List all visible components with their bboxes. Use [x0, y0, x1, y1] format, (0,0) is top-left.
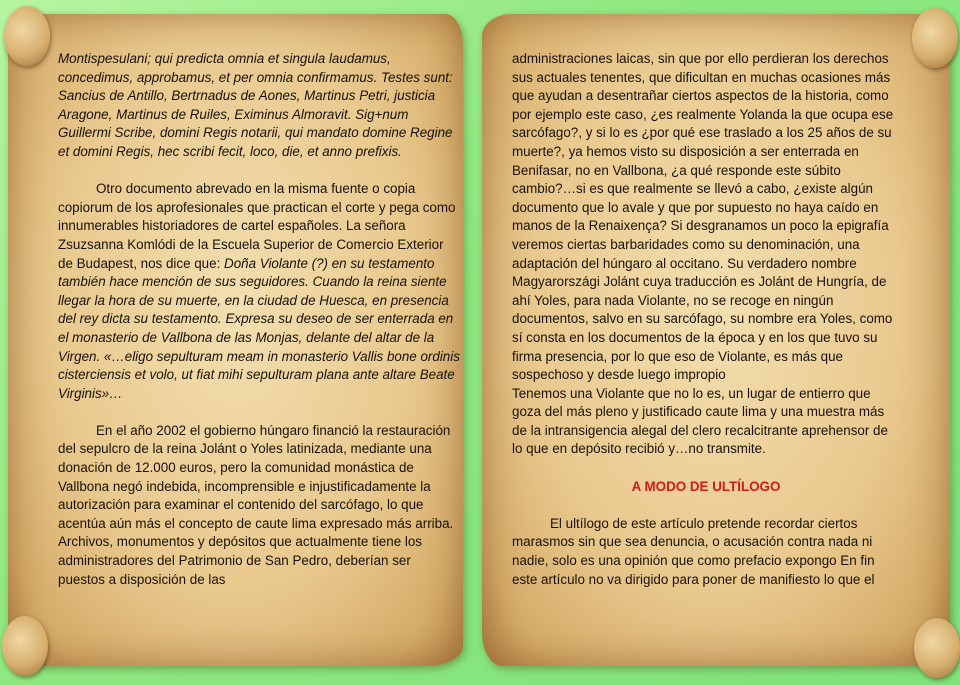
scroll-roll-bottom-right	[914, 618, 960, 678]
latin-quote-paragraph: Montispesulani; qui predicta omnia et singula laudamus, concedimus, approbamus, et per omnia confirmamus. Testes sunt: Sancius de Antillo, Bertrnadus de Aones, Martinus Petri, justicia Aragone, Martinus de Ruiles, Eximinus Almoravit. Sig+num Guillermi Scribe, domini Regis notarii, qui mandato domine Regine et domini Regis, hec scribi fecit, loco, die, et anno prefixis.	[58, 51, 453, 159]
scroll-roll-top-left	[4, 6, 50, 66]
paragraph-gap	[58, 162, 460, 181]
paragraph-gap	[512, 496, 900, 515]
left-text-column	[58, 50, 460, 589]
scroll-roll-top-right	[912, 8, 958, 68]
komlodi-intro-text: Otro documento abrevado en la misma fuente o copia copiorum de los aprofesionales que practican el corte y pega como innumerables historiadores de cartel españoles. La señora Zsuzsanna Komlódi de la Escuela Superior de Comercio Exterior de Budapest, nos dice que:	[58, 181, 456, 271]
section-heading: A MODO DE ULTÍLOGO	[631, 478, 781, 494]
scroll-roll-bottom-left	[2, 616, 48, 676]
violante-paragraph: Tenemos una Violante que no lo es, un lugar de entierro que goza del más pleno y justificado caute lima y una muestra más de la intransigencia alegal del clero recalcitrante aprehensor de lo que en depósito recibió y…no transmite.	[512, 385, 888, 457]
paragraph-gap	[512, 459, 900, 478]
ultilogo-paragraph: El ultílogo de este artículo pretende recordar ciertos marasmos sin que sea denuncia, o acusación contra nada ni nadie, solo es una opinión que como prefacio expongo En fin este artículo no va dirigido para poner de manifiesto lo que el	[512, 515, 875, 587]
administration-paragraph: administraciones laicas, sin que por ello perdieran los derechos sus actuales tenentes, que dificultan en muchas ocasiones más que ayudan a desentrañar ciertos aspectos de la historia, como por ejemplo este caso, ¿es realmente Yolanda la que ocupa ese sarcófago?, y si lo es ¿por qué ese traslado a los 25 años de su muerte?, ya hemos visto su disposición a ser enterrada en Benifasar, no en Vallbona, ¿a qué responde este súbito cambio?…si es que realmente se llevó a cabo, ¿existe algún documento que lo avale y que por supuesto no haya caído en manos de la Renaixença? Si desgranamos un poco la epigrafía veremos ciertas barbaridades como su denominación, una adaptación del húngaro al occitano. Su verdadero nombre Magyarországi Jolánt cuya traducción es Jolánt de Hungría, de ahí Yoles, para nada Violante, no se recoge en ningún documentos, salvo en su sarcófago, su nombre era Yoles, como sí consta en los documentos de la época y en los que tuvo su firma presencia, por lo que eso de Violante, es más que sospechoso y desde luego impropio	[512, 51, 894, 383]
right-text-column	[512, 50, 900, 589]
komlodi-paragraph	[58, 180, 460, 403]
restoration-paragraph: En el año 2002 el gobierno húngaro financió la restauración del sepulcro de la reina Jolánt o Yoles latinizada, mediante una donación de 12.000 euros, pero la comunidad monástica de Vallbona negó indebida, incomprensible e injustificadamente la autorización para examinar el contenido del sarcófago, lo que acentúa aún más el concepto de caute lima expresado más arriba. Archivos, monumentos y depósitos que actualmente tiene los administradores del Patrimonio de San Pedro, deberían ser puestos a disposición de las	[58, 422, 454, 587]
paragraph-gap	[58, 403, 460, 422]
testament-quote-text: Doña Violante (?) en su testamento también hace mención de sus seguidores. Cuando la reina siente llegar la hora de su muerte, en la ciudad de Huesca, en presencia del rey dicta su testamento. Expresa su deseo de ser enterrada en el monasterio de Vallbona de las Monjas, delante del altar de la Virgen. «…eligo sepulturam meam in monasterio Vallis bone ordinis cisterciensis et volo, ut fiat mihi sepulturam plana ante altare Beate Virginis»…	[58, 255, 460, 401]
